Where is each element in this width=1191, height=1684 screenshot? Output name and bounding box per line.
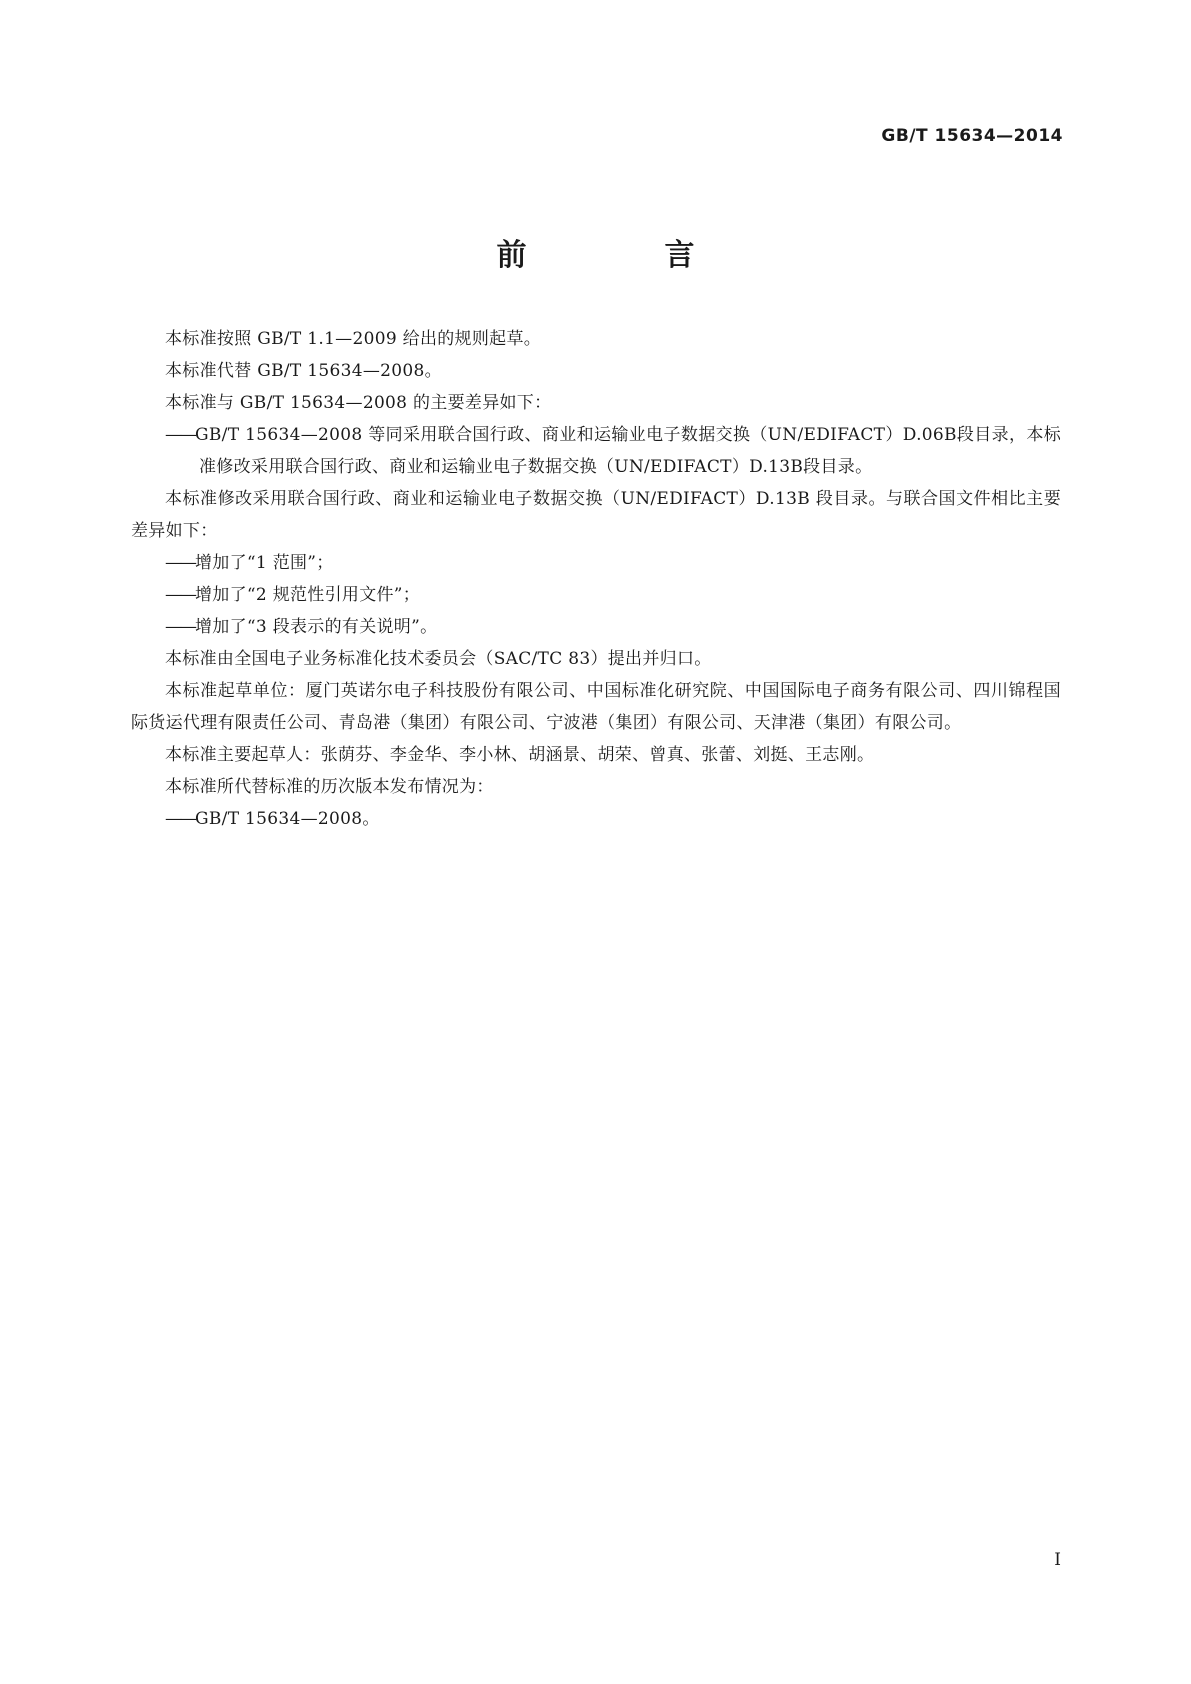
standard-code: GB/T 15634—2014 [881, 126, 1063, 146]
dash-item-normative-refs: ——增加了“2 规范性引用文件”； [165, 585, 421, 605]
paragraph-drafting-units: 本标准起草单位：厦门英诺尔电子科技股份有限公司、中国标准化研究院、中国国际电子商务有限公司、四川锦程国际货运代理有限责任公司、青岛港（集团）有限公司、宁波港（集团）有限公司、天津港（集团）有限公司。 [131, 681, 1061, 733]
dash-item-scope: ——增加了“1 范围”； [165, 553, 334, 573]
dash-item-edifact-version: ——GB/T 15634—2008 等同采用联合国行政、商业和运输业电子数据交换（UN/EDIFACT）D.06B段目录，本标准修改采用联合国行政、商业和运输业电子数据交换（UN/EDIFACT）D.13B段目录。 [165, 425, 1062, 477]
paragraph-drafters: 本标准主要起草人：张荫芬、李金华、李小林、胡涵景、胡荣、曾真、张蕾、刘挺、王志刚。 [165, 745, 875, 765]
dash-item-segment-notes: ——增加了“3 段表示的有关说明”。 [165, 617, 438, 637]
paragraph-proposed-by: 本标准由全国电子业务标准化技术委员会（SAC/TC 83）提出并归口。 [165, 649, 712, 669]
paragraph-replaces: 本标准代替 GB/T 15634—2008。 [165, 361, 442, 381]
dash-mark: —— [165, 617, 195, 637]
dash-mark: —— [165, 809, 195, 829]
dash-mark: —— [165, 553, 195, 573]
paragraph-drafting-rules: 本标准按照 GB/T 1.1—2009 给出的规则起草。 [165, 329, 542, 349]
foreword-body [131, 323, 1061, 835]
page-number: I [1054, 1550, 1061, 1570]
paragraph-modification: 本标准修改采用联合国行政、商业和运输业电子数据交换（UN/EDIFACT）D.13B 段目录。与联合国文件相比主要差异如下： [131, 489, 1061, 541]
page-title: 前 言 [496, 238, 749, 273]
dash-mark: —— [165, 425, 195, 445]
dash-mark: —— [165, 585, 195, 605]
paragraph-history-intro: 本标准所代替标准的历次版本发布情况为： [165, 777, 494, 797]
dash-item-history-2008: ——GB/T 15634—2008。 [165, 809, 380, 829]
paragraph-differences-intro: 本标准与 GB/T 15634—2008 的主要差异如下： [165, 393, 552, 413]
